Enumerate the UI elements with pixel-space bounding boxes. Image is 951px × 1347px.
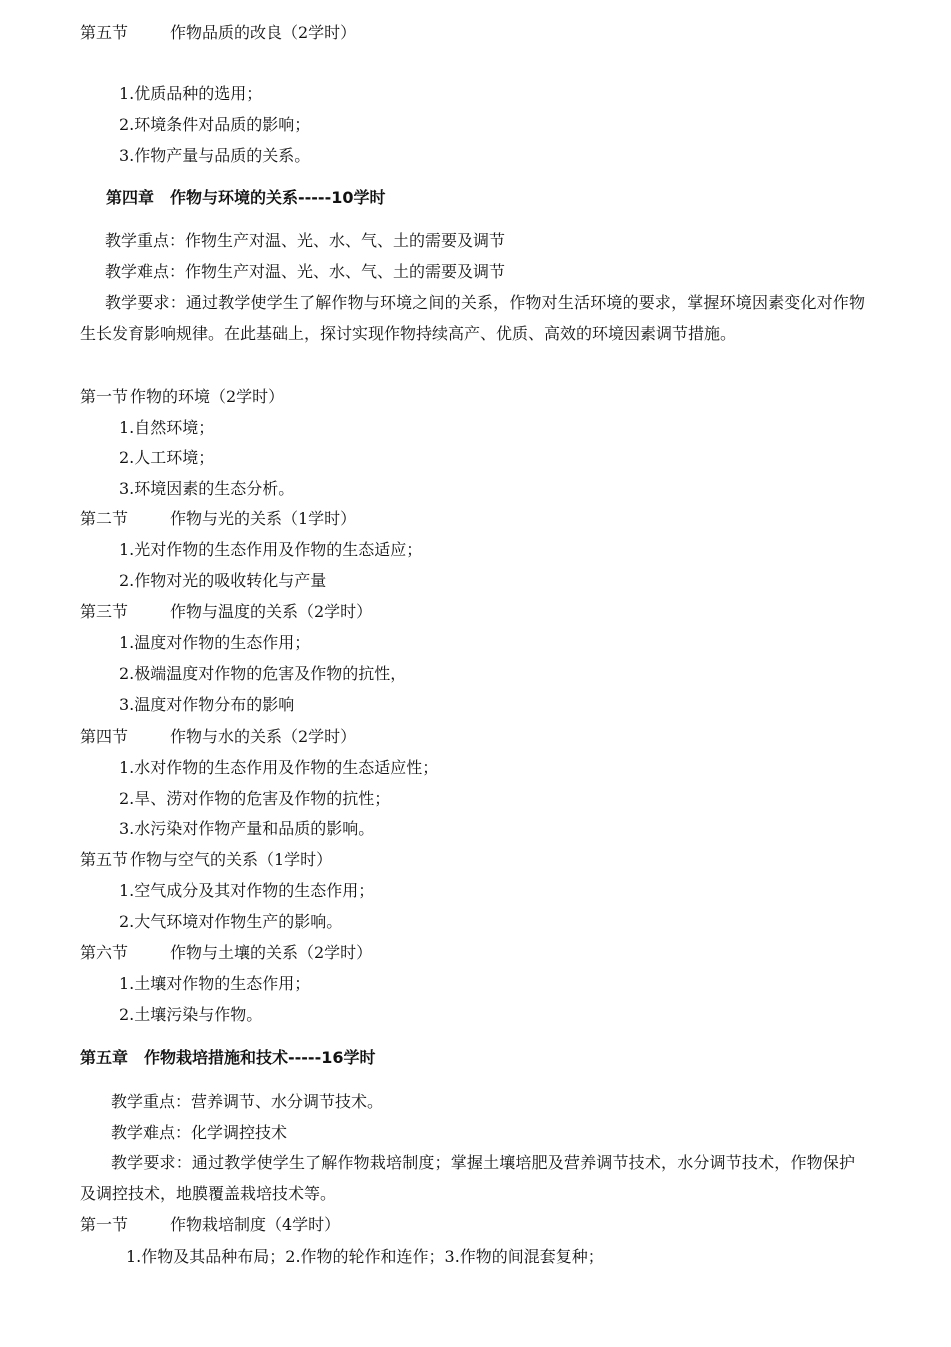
section-number: 第一节 <box>80 1215 129 1234</box>
section-title: 作物与光的关系（1学时） <box>170 509 357 528</box>
list-item: 2.旱、涝对作物的危害及作物的抗性； <box>119 789 391 808</box>
list-item: 1.光对作物的生态作用及作物的生态适应； <box>119 540 423 559</box>
list-item: 2.作物对光的吸收转化与产量 <box>119 571 327 590</box>
section-heading <box>80 508 356 530</box>
difficulties: 教学难点：化学调控技术 <box>111 1123 288 1142</box>
requirements-paragraph: 教学要求：通过教学使学生了解作物栽培制度；掌握土壤培肥及营养调节技术，水分调节技术，作物保护及调控技术，地膜覆盖栽培技术等。 <box>80 1153 855 1203</box>
section-title: 作物与水的关系（2学时） <box>170 727 357 746</box>
list-item: 2.人工环境； <box>119 448 215 467</box>
list-item: 3.环境因素的生态分析。 <box>119 479 295 498</box>
section-number: 第一节 <box>80 387 129 406</box>
section-title: 作物与土壤的关系（2学时） <box>170 943 373 962</box>
section-heading <box>80 22 356 44</box>
section-number: 第四节 <box>80 727 129 746</box>
list-item: 2.极端温度对作物的危害及作物的抗性， <box>119 664 407 683</box>
section-title: 作物品质的改良（2学时） <box>170 23 357 42</box>
list-item: 3.水污染对作物产量和品质的影响。 <box>119 819 375 838</box>
list-item: 2.大气环境对作物生产的影响。 <box>119 912 343 931</box>
list-item: 2.环境条件对品质的影响； <box>119 115 311 134</box>
section-heading <box>80 1214 340 1236</box>
section-heading <box>80 601 372 623</box>
section-number: 第五节 <box>80 850 129 869</box>
list-item: 2.土壤污染与作物。 <box>119 1005 263 1024</box>
section-title: 作物栽培制度（4学时） <box>170 1215 341 1234</box>
section-number: 第五节 <box>80 23 129 42</box>
section-number: 第六节 <box>80 943 129 962</box>
list-item: 1.土壤对作物的生态作用； <box>119 974 311 993</box>
section-title: 作物与温度的关系（2学时） <box>170 602 373 621</box>
section-heading <box>80 942 372 964</box>
list-item: 1.空气成分及其对作物的生态作用； <box>119 881 375 900</box>
section-title: 作物的环境（2学时） <box>130 387 285 406</box>
section-heading <box>80 386 284 408</box>
chapter-heading: 第五章 作物栽培措施和技术-----16学时 <box>80 1048 376 1067</box>
list-item: 1.水对作物的生态作用及作物的生态适应性； <box>119 758 439 777</box>
section-heading <box>80 849 332 871</box>
requirements-paragraph: 教学要求：通过教学使学生了解作物与环境之间的关系，作物对生活环境的要求，掌握环境因素变化对作物生长发育影响规律。在此基础上，探讨实现作物持续高产、优质、高效的环境因素调节措施。 <box>80 293 865 343</box>
section-number: 第二节 <box>80 509 129 528</box>
list-item: 1.温度对作物的生态作用； <box>119 633 311 652</box>
list-item: 1.优质品种的选用； <box>119 84 263 103</box>
section-heading <box>80 726 356 748</box>
chapter-heading: 第四章 作物与环境的关系-----10学时 <box>106 188 386 207</box>
key-points: 教学重点：作物生产对温、光、水、气、土的需要及调节 <box>105 231 506 250</box>
list-item: 3.作物产量与品质的关系。 <box>119 146 311 165</box>
key-points: 教学重点：营养调节、水分调节技术。 <box>111 1092 384 1111</box>
section-title: 作物与空气的关系（1学时） <box>130 850 333 869</box>
list-item: 3.温度对作物分布的影响 <box>119 695 295 714</box>
list-item: 1.作物及其品种布局；2.作物的轮作和连作；3.作物的间混套复种； <box>126 1247 604 1266</box>
list-item: 1.自然环境； <box>119 418 215 437</box>
section-number: 第三节 <box>80 602 129 621</box>
difficulties: 教学难点：作物生产对温、光、水、气、土的需要及调节 <box>105 262 506 281</box>
